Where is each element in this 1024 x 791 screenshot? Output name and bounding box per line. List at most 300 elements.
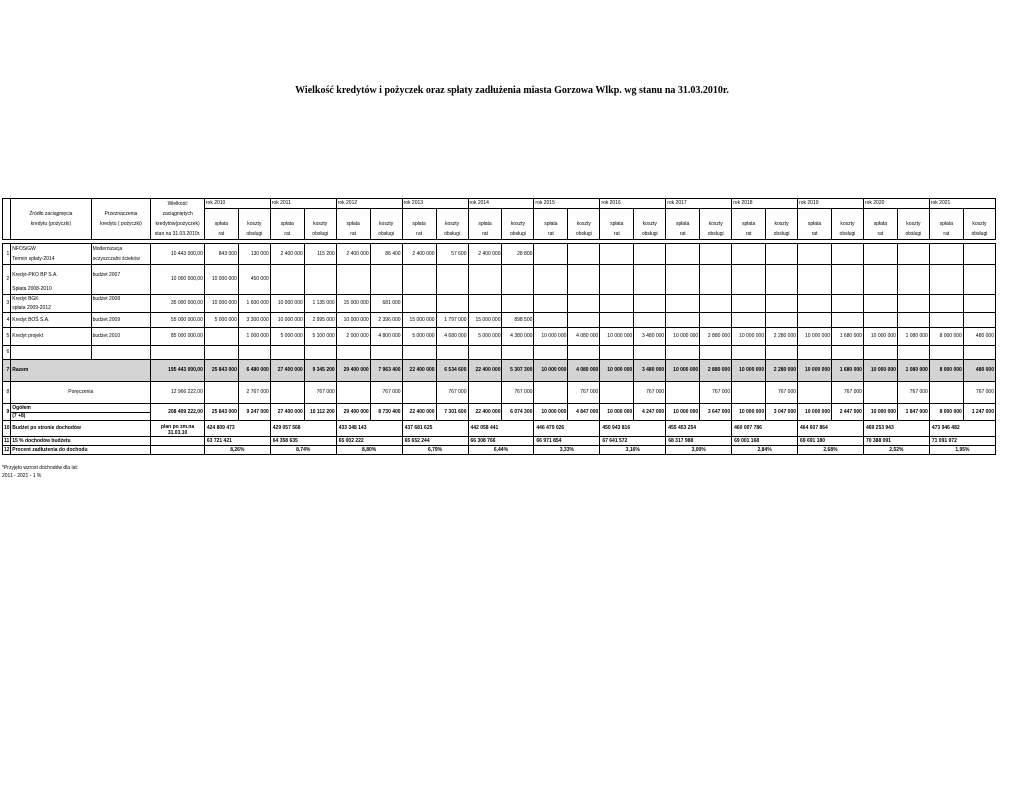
splata-value: 5 000 000 — [204, 313, 238, 328]
purpose-cell: budżet 2007 — [91, 265, 151, 285]
splata-value — [204, 328, 238, 346]
splata-value — [732, 244, 766, 265]
year-value-2018: 460 007 786 — [732, 421, 798, 437]
source-cell: Kredyt-PKO BP S.A. — [11, 265, 91, 285]
koszty-value — [568, 313, 600, 328]
koszty-value — [766, 295, 798, 313]
obslugi-header: obsługi — [634, 230, 666, 240]
row-number: 11 — [4, 437, 10, 444]
splata-value — [798, 265, 832, 295]
splata-value — [666, 295, 700, 313]
koszty-value — [568, 346, 600, 360]
header-blank — [270, 209, 304, 220]
year-value-2017: 455 453 254 — [666, 421, 732, 437]
header-blank — [929, 209, 963, 220]
row-number: 8 — [3, 382, 11, 404]
koszty-value — [502, 265, 534, 295]
koszty-value — [832, 313, 864, 328]
splata-value: 27 400 000 — [270, 404, 304, 421]
koszty-value — [766, 346, 798, 360]
koszty-value — [436, 346, 468, 360]
header-blank — [963, 209, 995, 220]
koszty-value: 767 000 — [700, 382, 732, 404]
koszty-value: 2 995 000 — [304, 313, 336, 328]
koszty-value: 1 847 000 — [897, 404, 929, 421]
koszty-value — [502, 346, 534, 360]
splata-value — [336, 382, 370, 404]
year-value-2016: 67 641 572 — [600, 437, 666, 446]
table-row — [3, 244, 996, 255]
year-value-2020: 70 388 091 — [863, 437, 929, 446]
splata-value — [204, 382, 238, 404]
table-row — [3, 295, 996, 304]
splata-value — [534, 265, 568, 295]
header-blank — [863, 209, 897, 220]
splata-value: 10 000 000 — [666, 404, 700, 421]
koszty-value: 898 500 — [502, 313, 534, 328]
obslugi-header: obsługi — [238, 230, 270, 240]
splata-value — [863, 244, 897, 265]
koszty-value — [568, 244, 600, 265]
header-blank — [238, 209, 270, 220]
splata-value — [929, 382, 963, 404]
splata-value: 15 000 000 — [336, 295, 370, 313]
splata-value: 2 000 000 — [336, 328, 370, 346]
koszty-value: 3 047 000 — [766, 404, 798, 421]
splata-header: spłata — [600, 220, 634, 230]
splata-value — [600, 346, 634, 360]
koszty-value: 767 000 — [568, 382, 600, 404]
year-value-2018: 2,84% — [732, 446, 798, 455]
obslugi-header: obsługi — [700, 230, 732, 240]
splata-value — [798, 295, 832, 313]
splata-value: 10 000 000 — [732, 360, 766, 382]
year-header-2011: rok 2011 — [270, 199, 336, 209]
splata-header: spłata — [863, 220, 897, 230]
purpose-cell: budżet 2009 — [91, 313, 151, 328]
document-title: Wielkość kredytów i pożyczek oraz spłaty zadłużenia miasta Gorzowa Wlkp. wg stanu na 31.03.2010r. — [295, 85, 729, 96]
koszty-value: 7 963 400 — [370, 360, 402, 382]
koszty-header: koszty — [304, 220, 336, 230]
koszty-value: 767 000 — [634, 382, 666, 404]
row-label: Budżet po stronie dochodów — [11, 421, 151, 437]
koszty-value — [963, 265, 995, 295]
footnote-growth: *Przyjęto wzrost dochodów dla lat: — [2, 465, 79, 471]
koszty-value: 767 000 — [436, 382, 468, 404]
splata-value — [468, 295, 502, 313]
rat-header: rat — [270, 230, 304, 240]
header-blank — [568, 209, 600, 220]
koszty-value: 6 480 000 — [238, 360, 270, 382]
splata-value: 10 000 000 — [270, 313, 304, 328]
koszty-value: 3 480 000 — [634, 360, 666, 382]
koszty-value: 4 080 000 — [568, 360, 600, 382]
header-source-cell — [11, 199, 91, 209]
header-blank — [304, 209, 336, 220]
splata-value: 10 000 000 — [863, 404, 897, 421]
year-value-2012: 433 348 143 — [336, 421, 402, 437]
koszty-value: 4 680 000 — [436, 328, 468, 346]
year-value-2013: 6,79% — [402, 446, 468, 455]
source-cell: NFOSiGW — [11, 244, 91, 255]
splata-header: spłata — [468, 220, 502, 230]
amount-cell — [151, 346, 205, 360]
splata-value: 10 000 000 — [798, 360, 832, 382]
source-sub: Spłata 2008-2010 — [11, 285, 91, 295]
obslugi-header: obsługi — [370, 230, 402, 240]
koszty-value — [963, 295, 995, 313]
splata-value — [204, 346, 238, 360]
table-row — [3, 346, 996, 360]
header-source-line1: Źródło zaciągnięcia — [11, 209, 91, 220]
splata-value — [863, 313, 897, 328]
splata-value — [666, 382, 700, 404]
table-row — [3, 265, 996, 285]
row-number: 3 — [3, 295, 11, 313]
year-header-2017: rok 2017 — [666, 199, 732, 209]
koszty-value — [897, 295, 929, 313]
koszty-value — [304, 265, 336, 295]
header-blank — [897, 209, 929, 220]
koszty-value — [238, 346, 270, 360]
table-row — [3, 382, 996, 404]
header-blank — [600, 209, 634, 220]
koszty-value — [766, 244, 798, 265]
plan-date: 31.03.10 — [167, 429, 188, 436]
header-purpose-line2: kredytu ( pożyczki) — [91, 220, 151, 230]
year-value-2017: 68 317 988 — [666, 437, 732, 446]
koszty-value: 450 000 — [238, 265, 270, 295]
row-number: 2 — [3, 265, 11, 295]
splata-value — [732, 382, 766, 404]
splata-value: 27 400 000 — [270, 360, 304, 382]
header-blank — [798, 209, 832, 220]
rat-header: rat — [534, 230, 568, 240]
splata-value: 2 400 000 — [336, 244, 370, 265]
koszty-header: koszty — [568, 220, 600, 230]
koszty-value: 2 396 000 — [370, 313, 402, 328]
purpose-cell — [91, 346, 151, 360]
splata-value: 8 000 000 — [929, 328, 963, 346]
rat-header: rat — [336, 230, 370, 240]
year-value-2016: 450 943 816 — [600, 421, 666, 437]
koszty-value: 2 767 000 — [238, 382, 270, 404]
koszty-value — [568, 265, 600, 295]
splata-value — [929, 295, 963, 313]
koszty-value: 767 000 — [304, 382, 336, 404]
koszty-value: 6 534 600 — [436, 360, 468, 382]
koszty-value: 3 647 000 — [700, 404, 732, 421]
splata-value: 843 000 — [204, 244, 238, 265]
plan-cell — [151, 421, 205, 437]
row-number: 12 — [4, 446, 10, 453]
koszty-value: 767 000 — [370, 382, 402, 404]
rat-header: rat — [468, 230, 502, 240]
amount-cell: 208 409 222,00 — [151, 404, 205, 421]
plan-cell — [151, 446, 205, 455]
source-cell: Kredyt BOŚ S.A. — [11, 313, 91, 328]
splata-value — [534, 244, 568, 265]
year-value-2019: 2,68% — [798, 446, 864, 455]
koszty-value: 4 800 000 — [370, 328, 402, 346]
splata-header: spłata — [798, 220, 832, 230]
header-blank — [204, 209, 238, 220]
koszty-value — [832, 265, 864, 295]
amount-cell: 12 966 222,00 — [151, 382, 205, 404]
splata-value: 10 000 000 — [863, 328, 897, 346]
splata-value — [666, 313, 700, 328]
splata-value: 29 400 000 — [336, 360, 370, 382]
splata-value — [798, 244, 832, 265]
splata-value: 15 000 000 — [402, 313, 436, 328]
header-amount-line2: zaciągniętych — [151, 209, 205, 220]
splata-header: spłata — [270, 220, 304, 230]
koszty-value — [700, 244, 732, 265]
rat-header: rat — [929, 230, 963, 240]
splata-value — [798, 313, 832, 328]
koszty-header: koszty — [766, 220, 798, 230]
purpose-cell: Modernizacja — [91, 244, 151, 255]
year-value-2013: 437 681 625 — [402, 421, 468, 437]
koszty-value: 4 247 000 — [634, 404, 666, 421]
splata-value — [600, 244, 634, 265]
splata-value: 10 000 000 — [863, 360, 897, 382]
koszty-value: 5 307 300 — [502, 360, 534, 382]
year-header-2015: rok 2015 — [534, 199, 600, 209]
header-blank — [370, 209, 402, 220]
koszty-header: koszty — [370, 220, 402, 230]
splata-value: 10 000 000 — [798, 404, 832, 421]
koszty-value — [304, 346, 336, 360]
koszty-value — [700, 295, 732, 313]
splata-value — [600, 295, 634, 313]
splata-value — [732, 265, 766, 295]
koszty-value: 2 447 000 — [832, 404, 864, 421]
splata-value: 22 400 000 — [402, 404, 436, 421]
splata-header: spłata — [534, 220, 568, 230]
year-header-2020: rok 2020 — [863, 199, 929, 209]
koszty-value: 681 000 — [370, 295, 402, 313]
koszty-value: 1 680 000 — [832, 328, 864, 346]
year-value-2012: 65 002 222 — [336, 437, 402, 446]
year-header-2013: rok 2013 — [402, 199, 468, 209]
koszty-value — [436, 295, 468, 313]
header-blank — [468, 209, 502, 220]
koszty-value: 3 300 000 — [238, 313, 270, 328]
row-number: 5 — [3, 328, 11, 346]
splata-value: 25 843 000 — [204, 404, 238, 421]
koszty-value: 115 200 — [304, 244, 336, 265]
year-value-2016: 3,16% — [600, 446, 666, 455]
splata-value: 2 400 000 — [468, 244, 502, 265]
header-blank — [766, 209, 798, 220]
koszty-header: koszty — [238, 220, 270, 230]
koszty-value: 480 000 — [963, 360, 995, 382]
year-header-2010: rok 2010 — [204, 199, 270, 209]
rat-header: rat — [666, 230, 700, 240]
obslugi-header: obsługi — [502, 230, 534, 240]
koszty-value: 767 000 — [963, 382, 995, 404]
year-value-2021: 473 946 482 — [929, 421, 995, 437]
year-value-2014: 6,44% — [468, 446, 534, 455]
koszty-value: 2 280 000 — [766, 360, 798, 382]
year-value-2020: 2,52% — [863, 446, 929, 455]
header-blank — [336, 209, 370, 220]
year-value-2010: 424 809 473 — [204, 421, 270, 437]
koszty-value: 130 000 — [238, 244, 270, 265]
splata-value: 25 843 000 — [204, 360, 238, 382]
koszty-value: 767 000 — [502, 382, 534, 404]
header-blank — [634, 209, 666, 220]
splata-value — [534, 382, 568, 404]
splata-value — [863, 382, 897, 404]
header-purpose-cell — [91, 199, 151, 209]
koszty-value — [963, 346, 995, 360]
header-blank — [436, 209, 468, 220]
table-row — [3, 446, 996, 455]
koszty-value: 9 345 200 — [304, 360, 336, 382]
year-value-2014: 442 058 441 — [468, 421, 534, 437]
splata-value: 10 000 000 — [732, 404, 766, 421]
table-row — [3, 404, 996, 413]
koszty-header: koszty — [436, 220, 468, 230]
purpose-cell: budżet 2010 — [91, 328, 151, 346]
splata-value — [534, 295, 568, 313]
amount-cell: 85 000 000,00 — [151, 328, 205, 346]
rat-header: rat — [863, 230, 897, 240]
table-row — [3, 437, 996, 446]
obslugi-header: obsługi — [832, 230, 864, 240]
year-value-2013: 65 652 244 — [402, 437, 468, 446]
koszty-value: 10 112 200 — [304, 404, 336, 421]
splata-value — [798, 382, 832, 404]
year-value-2021: 71 091 972 — [929, 437, 995, 446]
koszty-value: 8 730 400 — [370, 404, 402, 421]
koszty-value: 2 880 000 — [700, 328, 732, 346]
splata-value: 22 400 000 — [402, 360, 436, 382]
purpose-sub: oczyszczalni ścieków — [91, 255, 151, 265]
header-purpose-line1: Przeznaczenia — [91, 209, 151, 220]
year-value-2017: 3,00% — [666, 446, 732, 455]
splata-value: 5 000 000 — [468, 328, 502, 346]
koszty-value — [370, 346, 402, 360]
splata-value: 10 000 000 — [534, 360, 568, 382]
koszty-value — [568, 295, 600, 313]
splata-value — [600, 265, 634, 295]
koszty-value — [634, 346, 666, 360]
koszty-value: 767 000 — [897, 382, 929, 404]
koszty-value: 1 247 000 — [963, 404, 995, 421]
year-value-2014: 66 308 766 — [468, 437, 534, 446]
splata-value — [863, 346, 897, 360]
koszty-value — [897, 346, 929, 360]
koszty-value: 1 080 000 — [897, 360, 929, 382]
koszty-value — [370, 265, 402, 295]
splata-value — [929, 244, 963, 265]
splata-value: 5 000 000 — [402, 328, 436, 346]
koszty-header: koszty — [832, 220, 864, 230]
year-value-2011: 429 057 568 — [270, 421, 336, 437]
koszty-value — [700, 313, 732, 328]
koszty-value — [963, 244, 995, 265]
koszty-value: 767 000 — [832, 382, 864, 404]
rat-header: rat — [402, 230, 436, 240]
year-header-2018: rok 2018 — [732, 199, 798, 209]
year-header-2016: rok 2016 — [600, 199, 666, 209]
koszty-header: koszty — [502, 220, 534, 230]
koszty-value — [766, 265, 798, 295]
koszty-value: 2 880 000 — [700, 360, 732, 382]
obslugi-header: obsługi — [304, 230, 336, 240]
koszty-value — [897, 265, 929, 295]
year-value-2010: 63 721 421 — [204, 437, 270, 446]
koszty-value: 1 680 000 — [832, 360, 864, 382]
row-label: Poręczenia — [11, 382, 151, 404]
year-value-2012: 8,80% — [336, 446, 402, 455]
splata-value — [402, 382, 436, 404]
koszty-header: koszty — [634, 220, 666, 230]
splata-value — [468, 346, 502, 360]
splata-value: 8 000 000 — [929, 404, 963, 421]
koszty-value: 1 600 000 — [238, 295, 270, 313]
year-value-2019: 464 607 864 — [798, 421, 864, 437]
koszty-header: koszty — [700, 220, 732, 230]
koszty-value — [832, 244, 864, 265]
koszty-value: 1 080 000 — [897, 328, 929, 346]
source-cell: Kredyt projekt — [11, 328, 91, 346]
row-label: 15 % dochodów budżetu — [11, 437, 151, 446]
splata-value: 10 000 000 — [666, 328, 700, 346]
koszty-value — [832, 295, 864, 313]
koszty-value: 3 480 000 — [634, 328, 666, 346]
plan-label: plan po zm.na — [160, 423, 195, 430]
debt-table — [2, 198, 996, 455]
header-amount-line3: kredytów(pożyczek) — [151, 220, 205, 230]
koszty-value: 1 797 000 — [436, 313, 468, 328]
splata-value — [336, 346, 370, 360]
splata-value: 29 400 000 — [336, 404, 370, 421]
header-blank — [732, 209, 766, 220]
splata-value: 2 400 000 — [402, 244, 436, 265]
row-number: 1 — [3, 244, 11, 265]
year-header-2019: rok 2019 — [798, 199, 864, 209]
header-blank — [700, 209, 732, 220]
amount-cell: 10 000 000,00 — [151, 265, 205, 295]
splata-value: 8 000 000 — [929, 360, 963, 382]
table-row — [3, 328, 996, 346]
row-label: Razem — [11, 360, 151, 382]
splata-value — [666, 244, 700, 265]
purpose-sub — [91, 304, 151, 313]
koszty-value — [700, 346, 732, 360]
koszty-header: koszty — [963, 220, 995, 230]
obslugi-header: obsługi — [963, 230, 995, 240]
splata-value — [929, 346, 963, 360]
amount-cell: 10 443 000,00 — [151, 244, 205, 265]
splata-value — [929, 265, 963, 295]
splata-value: 10 000 000 — [600, 404, 634, 421]
row-label-sub: (7 +8) — [11, 413, 151, 421]
year-value-2018: 69 001 168 — [732, 437, 798, 446]
splata-value: 10 000 000 — [600, 328, 634, 346]
row-number: 10 — [3, 421, 11, 437]
splata-value — [402, 295, 436, 313]
koszty-value: 4 847 000 — [568, 404, 600, 421]
splata-value — [600, 313, 634, 328]
year-header-2021: rok 2021 — [929, 199, 995, 209]
header-blank — [502, 209, 534, 220]
year-header-2012: rok 2012 — [336, 199, 402, 209]
